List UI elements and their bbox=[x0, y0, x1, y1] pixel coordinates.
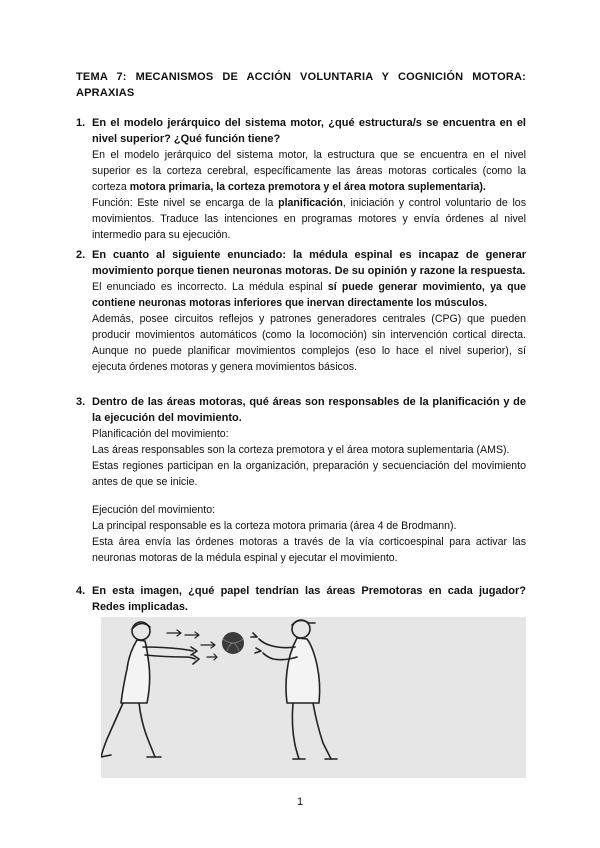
players-illustration bbox=[101, 617, 526, 778]
answer-bold-text: planificación bbox=[278, 197, 343, 209]
document-title: TEMA 7: MECANISMOS DE ACCIÓN VOLUNTARIA Y COGNICIÓN MOTORA: APRAXIAS bbox=[76, 71, 526, 99]
question-number: 3. bbox=[76, 396, 86, 408]
answer-paragraph: Además, posee circuitos reflejos y patrones generadores centrales (CPG) que pueden producir movimientos automáticos (como la locomoción) sin intervención cortical directa. Aunque no puede planificar movimientos complejos (eso lo hace el nivel superior), sí ejecuta órdenes motoras y genera movimientos básicos. bbox=[92, 313, 526, 373]
ball-icon bbox=[222, 632, 244, 654]
planning-heading: Planificación del movimiento: bbox=[92, 428, 229, 440]
question-number: 4. bbox=[76, 585, 86, 597]
answer-paragraph: La principal responsable es la corteza motora primaria (área 4 de Brodmann). bbox=[92, 520, 457, 532]
answer-text: , iniciación y control voluntario de los movimientos. Traduce las intenciones en programas motores y envía órdenes al nivel intermedio para su ejecución. bbox=[92, 197, 526, 241]
answer-paragraph bbox=[92, 195, 526, 243]
answer-text: En el modelo jerárquico del sistema motor, la estructura que se encuentra en el nivel superior es la corteza cerebral, específicamente las áreas motoras corticales (como la corteza bbox=[92, 149, 526, 193]
answer-paragraph bbox=[92, 279, 526, 311]
question-2 bbox=[76, 247, 526, 375]
answer-paragraph: Esta área envía las órdenes motoras a través de la vía corticoespinal para activar las neuronas motoras de la médula espinal y ejecutar el movimiento. bbox=[92, 536, 526, 564]
question-number: 2. bbox=[76, 249, 86, 261]
answer-bold-text: sí puede generar movimiento, ya que contiene neuronas motoras inferiores que inervan directamente los músculos. bbox=[92, 281, 526, 309]
question-number: 1. bbox=[76, 117, 86, 129]
question-1 bbox=[76, 115, 526, 243]
answer-bold-text: motora primaria, la corteza premotora y el área motora suplementaria). bbox=[129, 181, 486, 193]
question-4 bbox=[76, 583, 526, 615]
answer-paragraph bbox=[92, 147, 526, 195]
question-text: En cuanto al siguiente enunciado: la médula espinal es incapaz de generar movimiento porque tienen neuronas motoras. De su opinión y razone la respuesta. bbox=[92, 249, 526, 277]
question-3 bbox=[76, 394, 526, 566]
answer-text: El enunciado es incorrecto. La médula espinal bbox=[92, 281, 328, 293]
question-text: Dentro de las áreas motoras, qué áreas son responsables de la planificación y de la ejecución del movimiento. bbox=[92, 396, 526, 424]
execution-heading: Ejecución del movimiento: bbox=[92, 504, 216, 516]
question-text: En esta imagen, ¿qué papel tendrían las áreas Premotoras en cada jugador? Redes implicadas. bbox=[92, 585, 526, 613]
question-text: En el modelo jerárquico del sistema motor, ¿qué estructura/s se encuentra en el nivel superior? ¿Qué función tiene? bbox=[92, 117, 526, 145]
answer-text: Función: Este nivel se encarga de la bbox=[92, 197, 279, 209]
answer-paragraph: Estas regiones participan en la organización, preparación y secuenciación del movimiento antes de que se inicie. bbox=[92, 460, 526, 488]
page-number: 1 bbox=[296, 796, 304, 808]
answer-paragraph: Las áreas responsables son la corteza premotora y el área motora suplementaria (AMS). bbox=[92, 444, 510, 456]
players-drawing bbox=[101, 617, 526, 778]
